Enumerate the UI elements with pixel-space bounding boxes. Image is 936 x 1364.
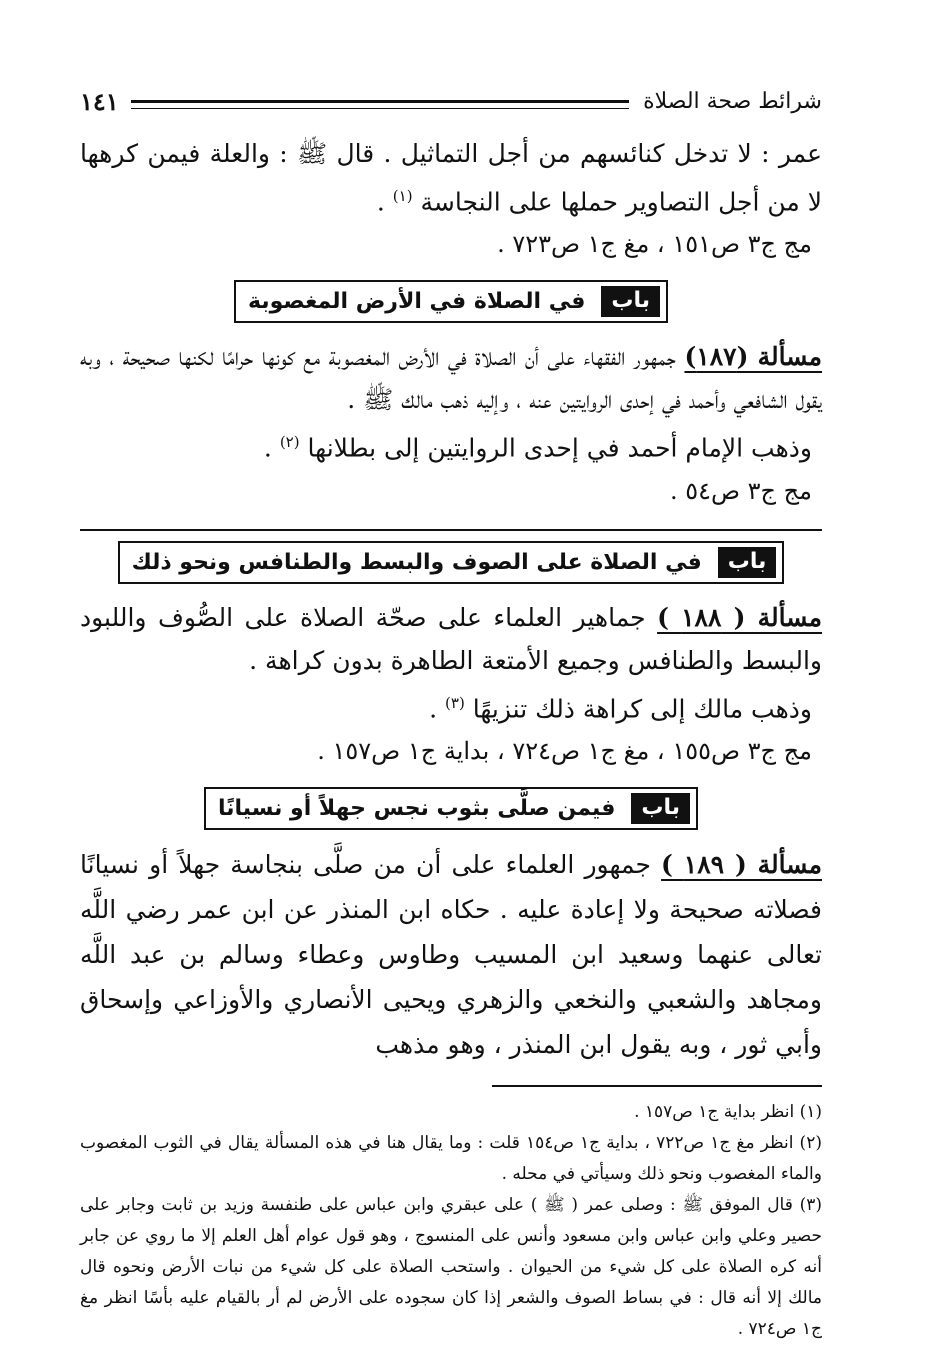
footnote-ref-1: (١) <box>392 187 413 205</box>
second-paragraph <box>80 682 822 730</box>
masala-label: مسألة ( ١٨٩ ) <box>661 849 822 879</box>
second-text: وذهب مالك إلى كراهة ذلك تنزيهًا <box>472 693 812 723</box>
footnote-1: (١) انظر بداية ج١ ص١٥٧ . <box>634 1101 822 1122</box>
section-title: فيمن صلَّى بثوب نجس جهلاً أو نسيانًا <box>217 795 616 821</box>
running-title: شرائط صحة الصلاة <box>643 88 822 114</box>
second-end: . <box>429 693 446 723</box>
source-line: مج ج٣ ص٥٤ . <box>669 476 812 505</box>
section-title: في الصلاة في الأرض المغصوبة <box>248 289 586 315</box>
second-paragraph <box>80 421 822 469</box>
bab-tag: باب <box>718 547 777 578</box>
masala-body: جمهور الفقهاء على أن الصلاة في الأرض المغصوبة مع كونها حرامًا لكنها صحيحة ، وبه يقول الشافعي وأحمد في إحدى الروايتين عنه ، وإليه ذهب مالك ﷺ . <box>80 342 822 415</box>
bab-tag: باب <box>631 793 690 824</box>
section-heading-wrap <box>80 280 822 323</box>
masala-paragraph <box>80 842 822 1067</box>
intro-end: . <box>376 187 393 217</box>
masala-body: جماهير العلماء على صحّة الصلاة على الصُّوف واللبود والبسط والطنافس وجميع الأمتعة الطاهرة بدون كراهة . <box>80 602 822 675</box>
footnote-2: (٢) انظر مغ ج١ ص٧٢٢ ، بداية ج١ ص١٥٤ قلت : وما يقال هنا في هذه المسألة يقال في الثوب المغصوب والماء المغصوب ونحو ذلك وسيأتي في محله . <box>80 1132 822 1184</box>
intro-source: مج ج٣ ص١٥١ ، مغ ج١ ص٧٢٣ . <box>497 230 812 259</box>
section-title: في الصلاة على الصوف والبسط والطنافس ونحو ذلك <box>131 549 702 575</box>
intro-paragraph <box>80 132 822 223</box>
header-rule <box>131 100 629 109</box>
footnote-3: (٣) قال الموفق ﷺ : وصلى عمر ( ﷺ ) على عبقري وابن عباس على طنفسة وزيد بن ثابت وجابر على حصير وعلي وابن عباس وابن مسعود وأنس على المنسوج ، وهو قول عوام أهل العلم إلا ما روي عن جابر أنه كره الصلاة على كل شيء من الحيوان . واستحب الصلاة على كل شيء من نبات الأرض ونحوه قال مالك إلا أنه قال : في بساط الصوف والشعر إذا كان سجوده على الأرض لم أر بالقيام عليه بأسًا انظر مغ ج١ ص٧٢٤ . <box>80 1194 822 1339</box>
second-end: . <box>263 433 280 463</box>
footnote-ref-3: (٣) <box>445 693 465 712</box>
masala-paragraph <box>80 335 822 421</box>
masala-paragraph <box>80 596 822 682</box>
book-page <box>80 78 822 1345</box>
footnote-divider <box>492 1085 822 1087</box>
masala-label: مسألة ( ١٨٨ ) <box>657 602 822 632</box>
footnote-ref-2: (٢) <box>279 433 300 452</box>
section-heading-wrap <box>80 529 822 584</box>
source-line: مج ج٣ ص١٥٥ ، مغ ج١ ص٧٢٤ ، بداية ج١ ص١٥٧ . <box>317 736 812 765</box>
section-heading <box>204 787 698 830</box>
section-heading-wrap <box>80 787 822 830</box>
bab-tag: باب <box>601 286 660 317</box>
masala-label: مسألة (١٨٧) <box>684 342 822 372</box>
page-number: ١٤١ <box>80 86 119 116</box>
section-heading <box>118 541 785 584</box>
section-heading <box>234 280 668 323</box>
intro-text: عمر : لا تدخل كنائسهم من أجل التماثيل . قال ﷺ : والعلة فيمن كرهها لا من أجل التصاوير حملها على النجاسة <box>80 139 822 217</box>
masala-body: جمهور العلماء على أن من صلَّى بنجاسة جهلاً أو نسيانًا فصلاته صحيحة ولا إعادة عليه . حكاه ابن المنذر عن ابن عمر رضي اللَّه تعالى عنهما وسعيد ابن المسيب وطاوس وعطاء وسالم بن عبد اللَّه ومجاهد والشعبي والنخعي والزهري ويحيى الأنصاري والأوزاعي وإسحاق وأبي ثور ، وبه يقول ابن المنذر ، وهو مذهب <box>80 849 822 1059</box>
second-text: وذهب الإمام أحمد في إحدى الروايتين إلى بطلانها <box>307 433 812 463</box>
running-header <box>80 78 822 124</box>
